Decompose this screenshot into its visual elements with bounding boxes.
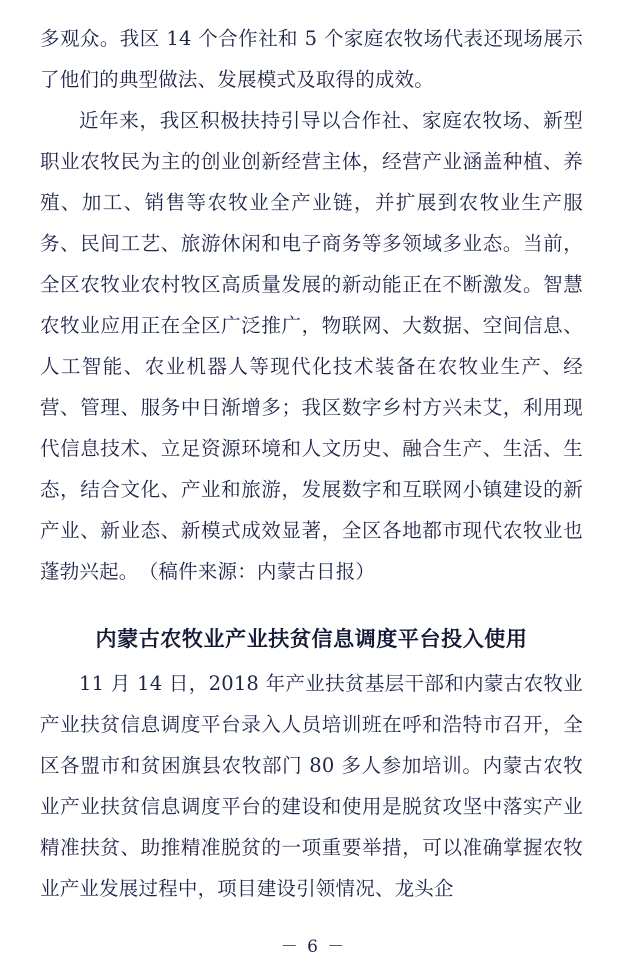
section-heading: 内蒙古农牧业产业扶贫信息调度平台投入使用 <box>95 626 528 651</box>
paragraph-recent-years: 近年来，我区积极扶持引导以合作社、家庭农牧场、新型职业农牧民为主的创业创新经营主体，经营产业涵盖种植、养殖、加工、销售等农牧业全产业链，并扩展到农牧业生产服务、民间工艺、旅游休闲和电子商务等多领域多业态。当前，全区农牧业农村牧区高质量发展的新动能正在不断激发。智慧农牧业应用正在全区广泛推广，物联网、大数据、空间信息、人工智能、农业机器人等现代化技术装备在农牧业生产、经营、管理、服务中日渐增多；我区数字乡村方兴未艾，利用现代信息技术、立足资源环境和人文历史、融合生产、生活、生态，结合文化、产业和旅游，发展数字和互联网小镇建设的新产业、新业态、新模式成效显著，全区各地都市现代农牧业也蓬勃兴起。 （稿件来源：内蒙古日报） <box>40 109 583 583</box>
paragraph-continued: 多观众。我区 14 个合作社和 5 个家庭农牧场代表还现场展示了他们的典型做法、发展模式及取得的成效。 <box>40 27 583 91</box>
section-body-paragraph: 11 月 14 日，2018 年产业扶贫基层干部和内蒙古农牧业产业扶贫信息调度平台录入人员培训班在呼和浩特市召开，全区各盟市和贫困旗县农牧部门 80 多人参加培训。内蒙古农牧业产业扶贫信息调度平台的建设和使用是脱贫攻坚中落实产业精准扶贫、助推精准脱贫的一项重要举措，可以准确掌握农牧业产业发展过程中，项目建设引领情况、龙头企 <box>40 672 583 900</box>
page-number: － 6 － <box>280 937 347 957</box>
